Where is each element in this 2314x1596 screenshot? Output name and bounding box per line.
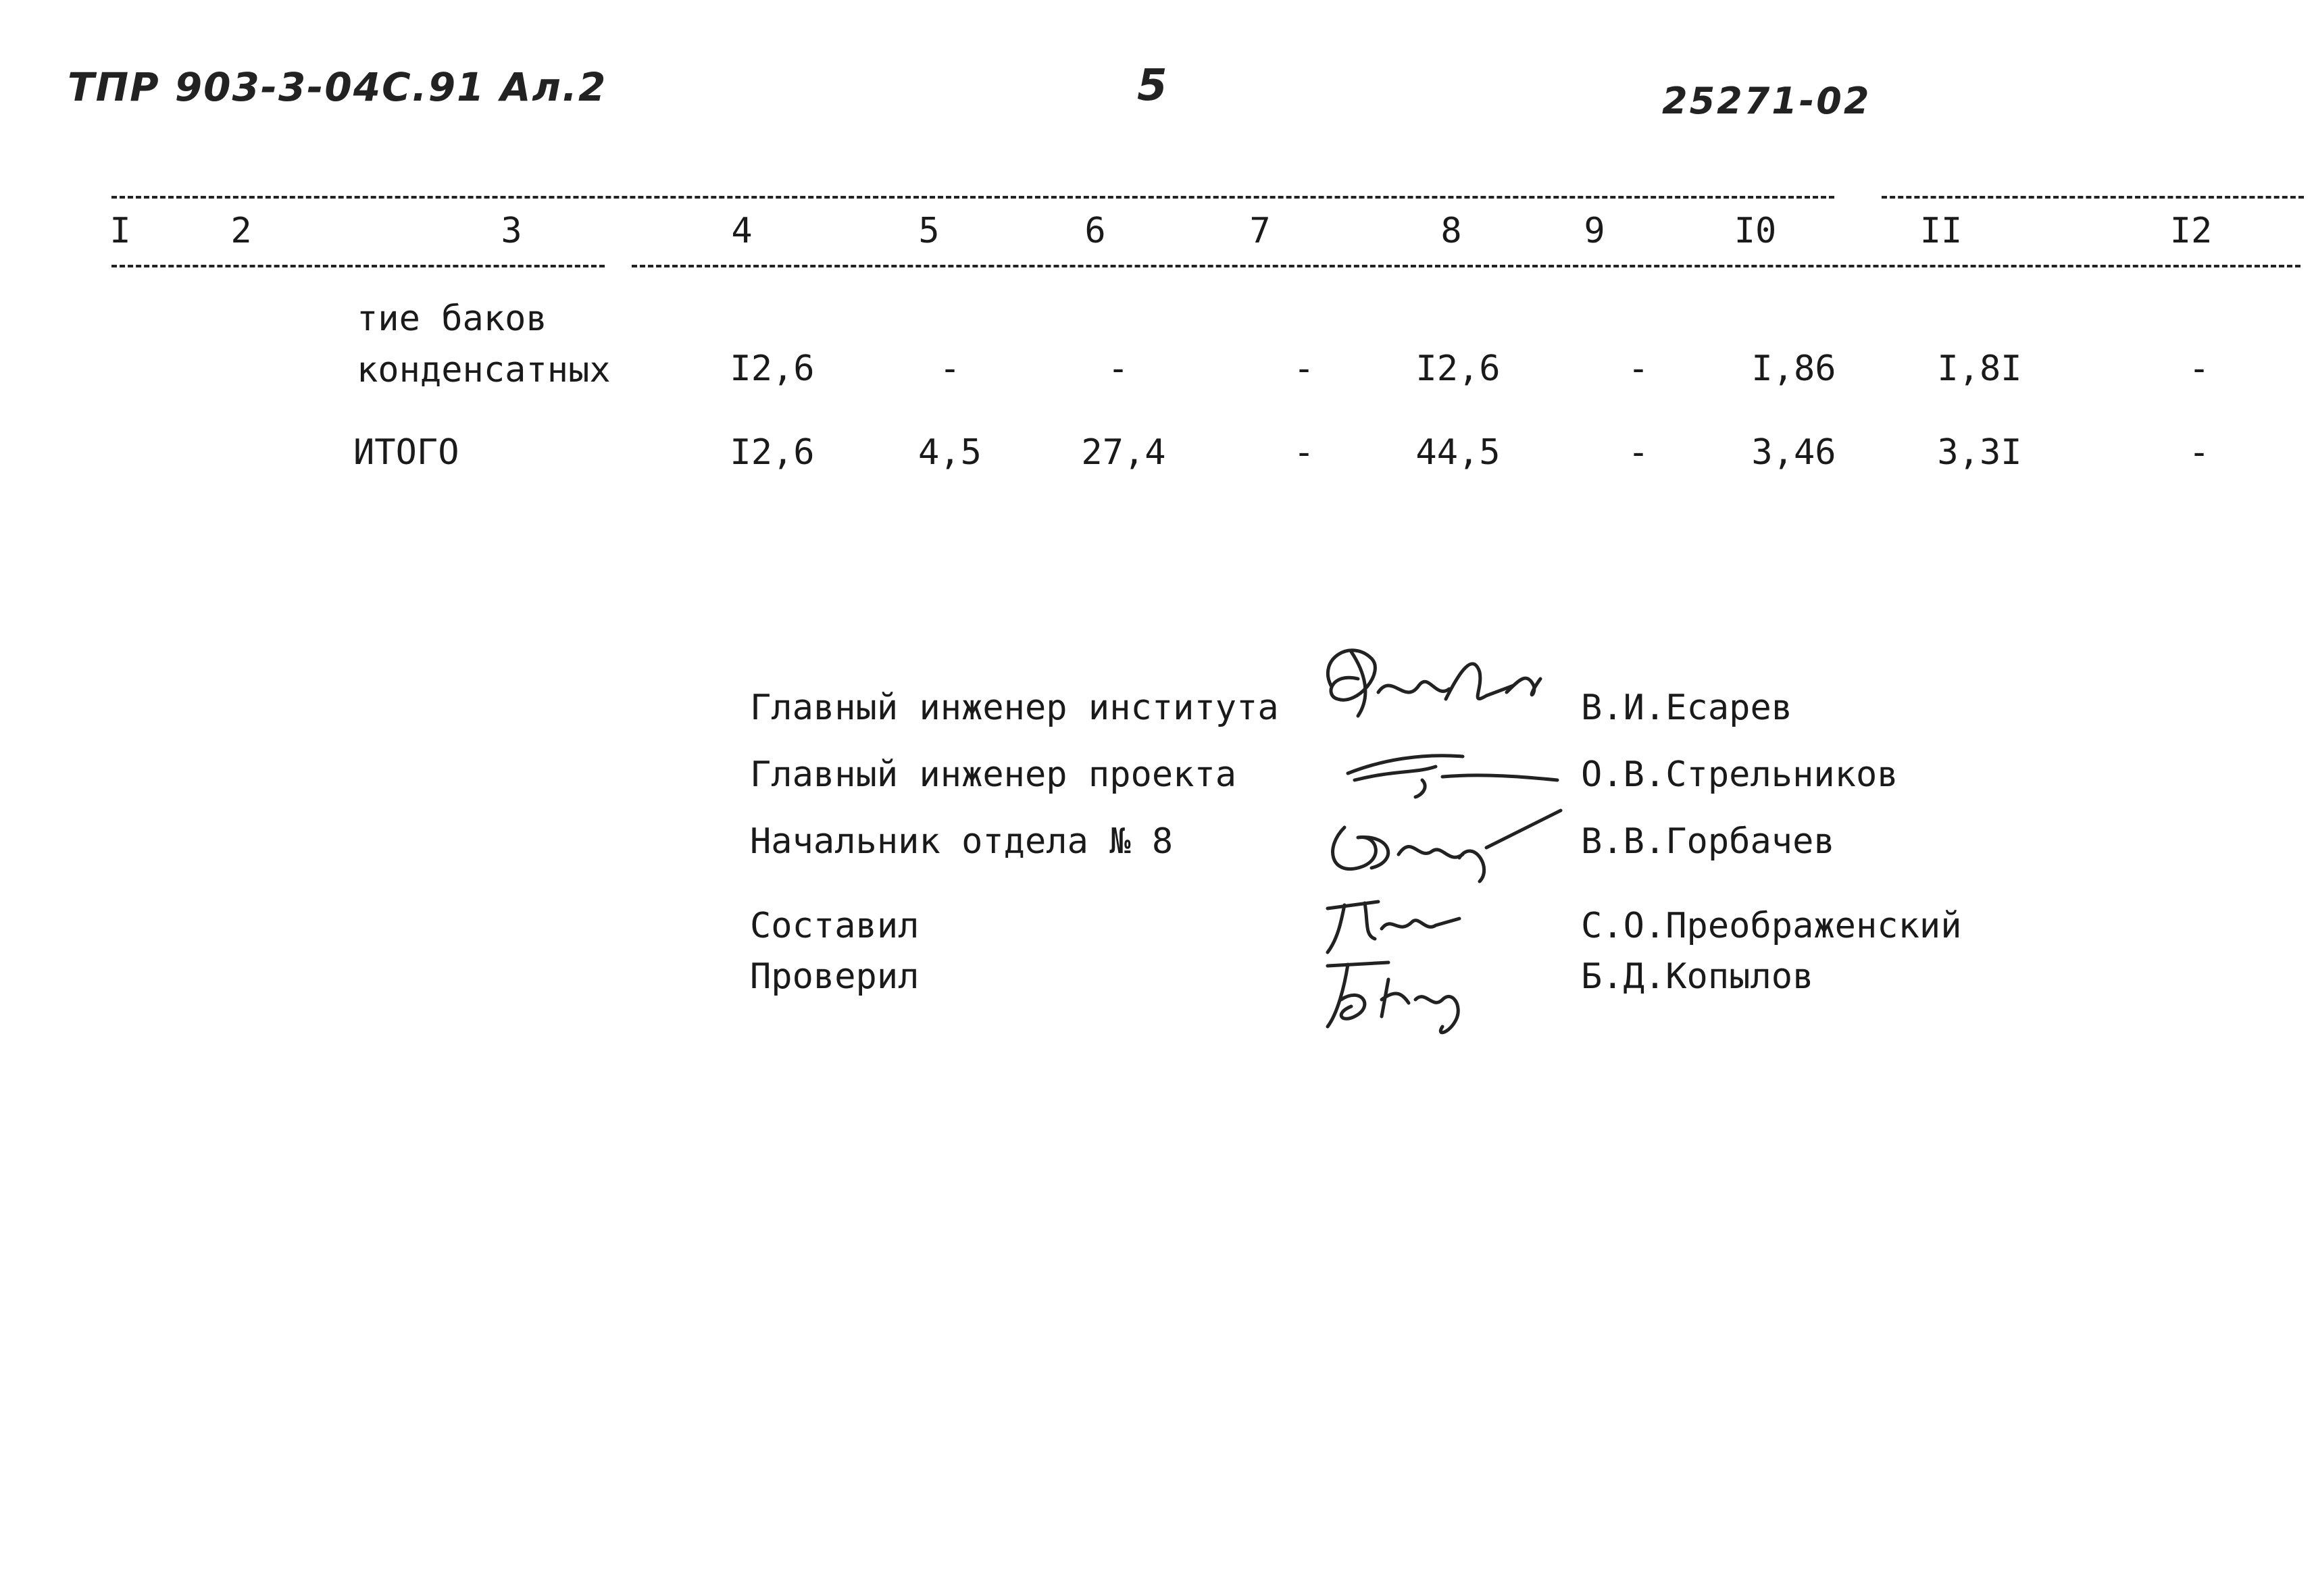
- signature-name: Б.Д.Копылов: [1581, 956, 1814, 997]
- table-cell: -: [2188, 349, 2210, 389]
- table-cell: 3,3I: [1937, 432, 2022, 473]
- signature-role: Начальник отдела № 8: [750, 821, 1174, 862]
- row-name-line1: ИТОГО: [353, 432, 459, 473]
- table-cell: -: [1628, 349, 1649, 389]
- column-number: I0: [1734, 211, 1777, 251]
- table-cell: I2,6: [730, 432, 815, 473]
- column-number: 4: [731, 211, 753, 251]
- column-number: 8: [1440, 211, 1462, 251]
- column-number: II: [1919, 211, 1963, 251]
- signature-name: В.И.Есарев: [1581, 688, 1793, 728]
- column-number: 5: [918, 211, 940, 251]
- handwritten-signature: [1317, 888, 1473, 956]
- table-cell: 27,4: [1081, 432, 1166, 473]
- table-top-rule-right: [1882, 196, 2304, 199]
- handwritten-signature: [1341, 740, 1564, 800]
- signature-role: Главный инженер института: [750, 688, 1279, 728]
- column-number: 6: [1084, 211, 1106, 251]
- table-cell: I,86: [1751, 349, 1836, 389]
- column-number: 3: [501, 211, 522, 251]
- table-cell: I2,6: [730, 349, 815, 389]
- table-header-rule-left: [111, 265, 605, 267]
- table-cell: 3,46: [1751, 432, 1836, 473]
- table-cell: -: [1293, 432, 1315, 473]
- page-number: 5: [1137, 61, 1167, 111]
- table-cell: -: [1628, 432, 1649, 473]
- column-number: 2: [230, 211, 252, 251]
- signature-name: С.О.Преображенский: [1581, 906, 1962, 946]
- table-cell: -: [1293, 349, 1315, 389]
- table-cell: -: [939, 349, 961, 389]
- signature-name: О.В.Стрельников: [1581, 754, 1898, 795]
- signature-role: Проверил: [750, 956, 920, 997]
- column-number: I: [109, 211, 131, 251]
- table-cell: I2,6: [1415, 349, 1501, 389]
- table-cell: I,8I: [1937, 349, 2022, 389]
- column-number: 9: [1584, 211, 1605, 251]
- table-header-rule-right: [632, 265, 2300, 267]
- table-cell: -: [2188, 432, 2210, 473]
- signature-role: Составил: [750, 906, 920, 946]
- table-top-rule: [111, 196, 1834, 199]
- document-code: ТПР 903-3-04С.91 Ал.2: [68, 64, 607, 110]
- signature-name: В.В.Горбачев: [1581, 821, 1835, 862]
- signature-role: Главный инженер проекта: [750, 754, 1237, 795]
- handwritten-signature: [1317, 800, 1567, 888]
- row-name-line2: конденсатных: [357, 350, 611, 390]
- inventory-number: 25271-02: [1662, 80, 1871, 122]
- handwritten-signature: [1314, 952, 1490, 1040]
- column-number: 7: [1249, 211, 1271, 251]
- column-number: I2: [2169, 211, 2213, 251]
- table-cell: 4,5: [918, 432, 982, 473]
- table-cell: 44,5: [1415, 432, 1501, 473]
- table-cell: -: [1107, 349, 1129, 389]
- handwritten-signature: [1311, 632, 1554, 733]
- row-name-line1: тие баков: [357, 299, 547, 339]
